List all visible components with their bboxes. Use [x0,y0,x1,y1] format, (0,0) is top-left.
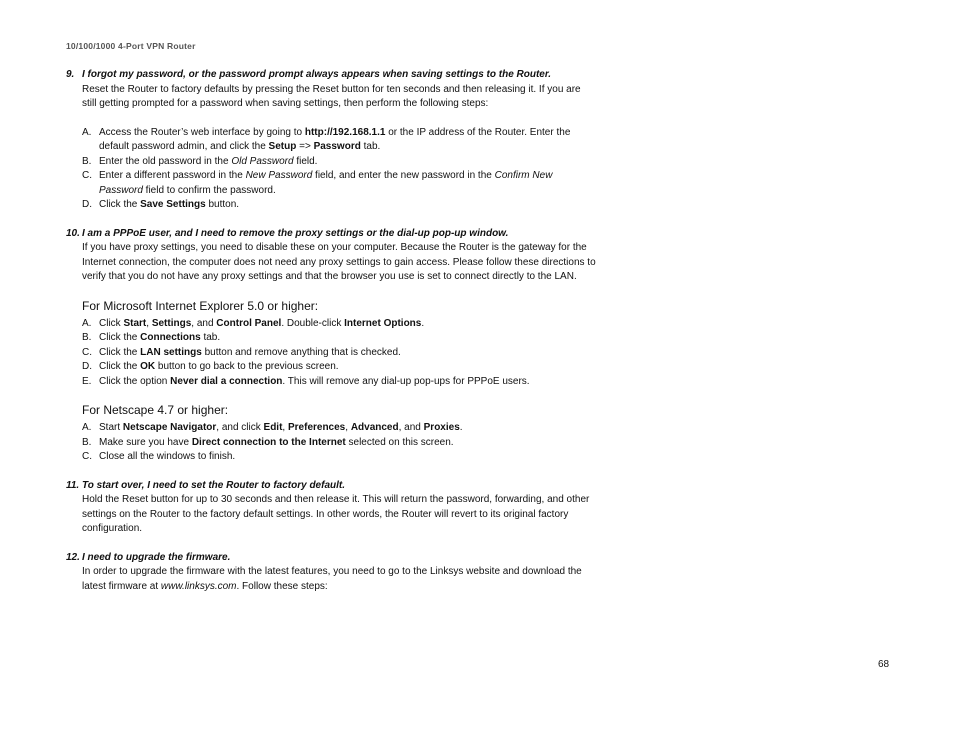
question-11-answer: Hold the Reset button for up to 30 seconds and then release it. This will return the password, forwarding, and other settings on the Router to the factory default settings. In other words, the Router will revert to its original factory configuration. [82,494,590,534]
running-header: 10/100/1000 4-Port VPN Router [66,41,196,51]
question-number: 9. [66,69,75,80]
step-letter: B. [82,332,92,343]
step-item [82,436,596,451]
step-item [82,421,596,436]
netscape-heading: For Netscape 4.7 or higher: [82,403,229,417]
step-item [82,331,596,346]
question-9-steps [66,126,596,213]
step-letter: B. [82,436,92,448]
step-letter: B. [82,155,92,167]
faq-content [66,68,596,594]
step-letter: A. [82,422,92,433]
step-text: Access the Router’s web interface by going to http://192.168.1.1 or the IP address of the Router. Enter the default password admin, and click the Setup => Password tab. [99,126,571,152]
step-text: Enter a different password in the New Password field, and enter the new password in the Confirm New Password field to confirm the password. [99,170,553,196]
step-item [82,346,596,361]
step-letter: C. [82,170,92,181]
step-item [82,169,596,198]
step-item [82,450,596,465]
question-number: 12. [66,551,80,563]
question-text: I forgot my password, or the password prompt always appears when saving settings to the Router. [82,69,551,80]
step-text: Click the option Never dial a connection. This will remove any dial-up pop-ups for PPPoE users. [99,375,530,387]
linksys-link[interactable]: www.linksys.com [160,580,237,592]
page-number: 68 [878,659,890,670]
question-number: 11. [66,479,80,491]
step-item [82,155,596,170]
step-item [82,126,596,155]
step-text: Click Start, Settings, and Control Panel. Double-click Internet Options. [99,317,425,329]
step-text: Start Netscape Navigator, and click Edit, Preferences, Advanced, and Proxies. [99,422,463,433]
step-item [82,360,596,375]
step-item [82,375,596,390]
step-text: Click the LAN settings button and remove anything that is checked. [99,346,401,358]
ie-heading: For Microsoft Internet Explorer 5.0 or higher: [82,298,319,313]
question-12-title [66,551,596,566]
step-item [82,317,596,332]
question-10-title [66,227,596,242]
ie-steps [66,317,596,390]
question-10-answer: If you have proxy settings, you need to disable these on your computer. Because the Router is the gateway for the Internet connection, the computer does not need any proxy settings to gain access. Please follow these directions to verify that you do not have any proxy settings and that the browser you use is set to connect directly to the LAN. [82,242,596,282]
step-text: Click the OK button to go back to the previous screen. [99,361,339,372]
step-letter: A. [82,126,92,138]
netscape-steps [66,421,596,465]
step-letter: C. [82,451,92,462]
step-item [82,198,596,213]
question-9-answer: Reset the Router to factory defaults by pressing the Reset button for ten seconds and then releasing it. If you are still getting prompted for a password when saving settings, then perform the following steps: [82,83,581,109]
question-number: 10. [66,227,80,239]
step-letter: D. [82,361,92,372]
question-12-answer: In order to upgrade the firmware with the latest features, you need to go to the Linksys website and download the latest firmware at www.linksys.com. Follow these steps: [82,566,582,592]
question-text: I am a PPPoE user, and I need to remove the proxy settings or the dial-up pop-up window. [82,227,509,239]
step-letter: A. [82,317,92,329]
step-text: Click the Save Settings button. [99,199,240,210]
step-text: Enter the old password in the Old Password field. [99,155,318,167]
step-letter: C. [82,346,92,358]
question-text: I need to upgrade the firmware. [82,551,231,563]
step-text: Make sure you have Direct connection to the Internet selected on this screen. [99,436,454,448]
step-text: Close all the windows to finish. [99,451,236,462]
question-11-title [66,479,596,494]
step-letter: E. [82,375,92,387]
step-letter: D. [82,199,92,210]
question-text: To start over, I need to set the Router to factory default. [82,479,346,491]
question-9-title [66,68,596,83]
step-text: Click the Connections tab. [99,332,221,343]
